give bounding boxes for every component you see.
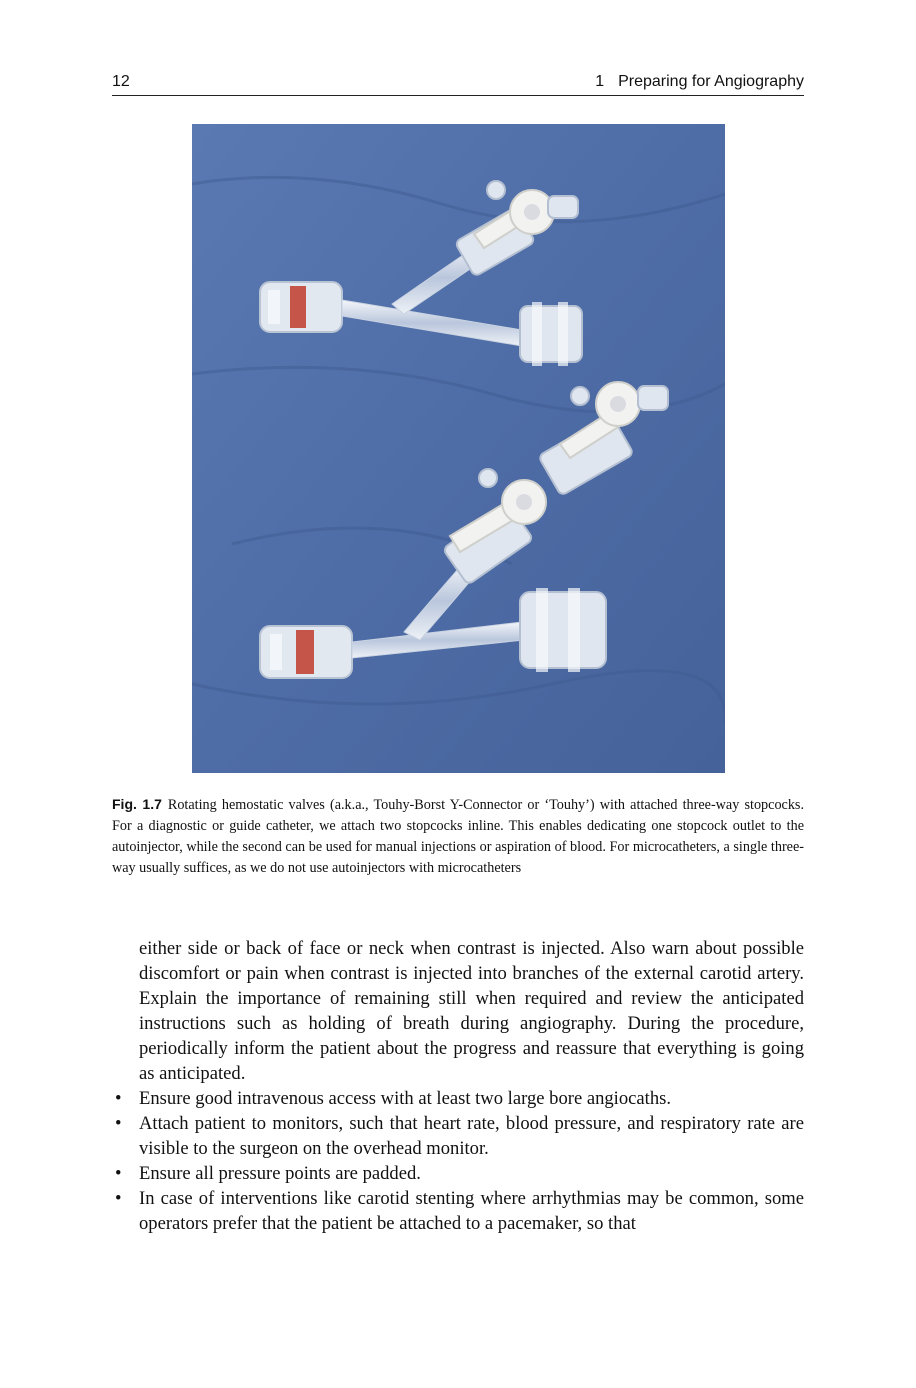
upper-valve-body bbox=[260, 282, 342, 332]
chapter-number: 1 bbox=[595, 73, 605, 90]
lower-valve-body bbox=[260, 626, 352, 678]
bullet-list bbox=[112, 1086, 804, 1236]
lower-distal-hub bbox=[520, 588, 606, 672]
list-item-text: In case of interventions like carotid stenting where arrhythmias may be common, some operators prefer that the patient be attached to a pacemaker, so that bbox=[139, 1188, 804, 1234]
running-head bbox=[112, 73, 804, 96]
list-item bbox=[112, 1086, 804, 1111]
chapter-title: Preparing for Angiography bbox=[618, 73, 804, 90]
list-item bbox=[112, 1111, 804, 1161]
list-item-text: Ensure all pressure points are padded. bbox=[139, 1163, 421, 1184]
upper-distal-hub bbox=[520, 302, 582, 366]
list-item bbox=[112, 1186, 804, 1236]
bullet-marker: • bbox=[115, 1113, 122, 1134]
bullet-marker: • bbox=[115, 1188, 122, 1209]
continuation-paragraph: either side or back of face or neck when contrast is injected. Also warn about possible discomfort or pain when contrast is injected into branches of the external carotid artery. Explain the importance of remaining still when required and review the anticipated instructions such as holding of breath during angiography. During the procedure, periodically inform the patient about the progress and reassure that everything is going as anticipated. bbox=[139, 938, 804, 1084]
body-text bbox=[112, 936, 804, 1236]
chapter-heading bbox=[595, 73, 804, 91]
figure-photo bbox=[192, 124, 725, 773]
figure-caption-text: Rotating hemostatic valves (a.k.a., Touhy-Borst Y-Connector or ‘Touhy’) with attached three-way stopcocks. For a diagnostic or guide catheter, we attach two stopcocks inline. This enables dedicating one stopcock outlet to the autoinjector, while the second can be used for manual injections or aspiration of blood. For microcatheters, a single three-way usually suffices, as we do not use autoinjectors with microcatheters bbox=[112, 797, 804, 876]
y-connector-photo bbox=[192, 124, 725, 773]
list-item-text: Attach patient to monitors, such that heart rate, blood pressure, and respiratory rate are visible to the surgeon on the overhead monitor. bbox=[139, 1113, 804, 1159]
page-number: 12 bbox=[112, 73, 130, 90]
bullet-marker: • bbox=[115, 1163, 122, 1184]
figure-label: Fig. 1.7 bbox=[112, 796, 162, 812]
list-item bbox=[112, 1161, 804, 1186]
bullet-marker: • bbox=[115, 1088, 122, 1109]
figure-caption bbox=[112, 794, 804, 879]
list-item-text: Ensure good intravenous access with at least two large bore angiocaths. bbox=[139, 1088, 672, 1109]
